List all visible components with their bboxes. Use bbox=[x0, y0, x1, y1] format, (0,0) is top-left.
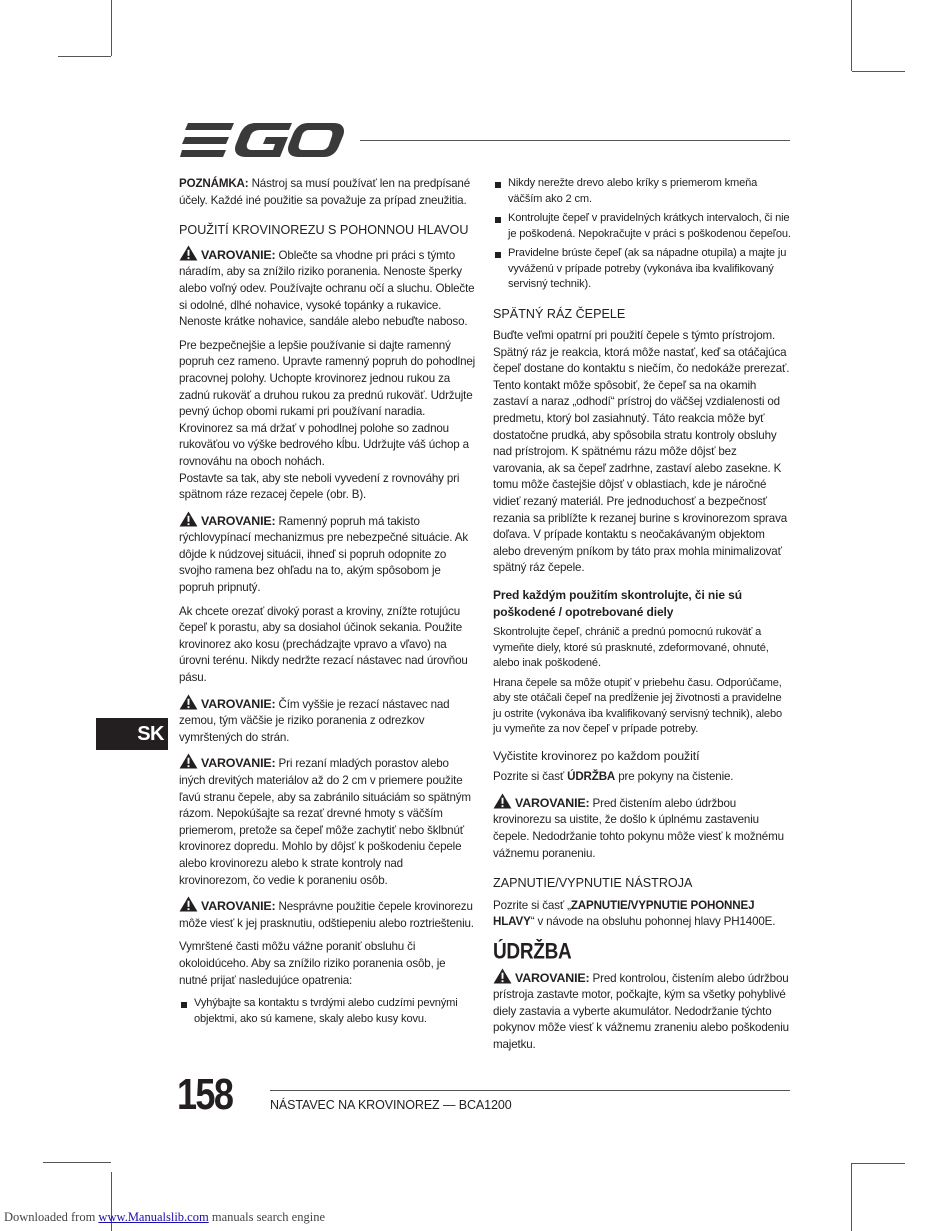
warning-icon bbox=[179, 694, 198, 710]
bullet-square-icon bbox=[181, 1002, 187, 1008]
crop-mark bbox=[111, 0, 112, 56]
subheading-clean: Vyčistite krovinorez po každom použití bbox=[493, 748, 700, 763]
bullet-list bbox=[179, 996, 476, 1027]
body-paragraph: Ak chcete orezať divoký porast a kroviny, znížte rotujúcu čepeľ k porastu, aby sa dosiahol účinok sekania. Použite krovinorez ako kosu (prechádzajte vpravo a vľavo) na úrovni terénu. Nikdy nedržte rezací nástavec nad úrovňou pásu. bbox=[179, 604, 468, 685]
warning-icon bbox=[493, 968, 512, 984]
list-item: Vyhýbajte sa kontaktu s tvrdými alebo cudzími pevnými objektmi, ako sú kamene, skaly alebo kusy kovu. bbox=[179, 996, 476, 1027]
ego-logo bbox=[180, 121, 344, 159]
language-tab-label: SK bbox=[137, 723, 164, 745]
body-paragraph: Pozrite si časť „ZAPNUTIE/VYPNUTIE POHONNEJ HLAVY“ v návode na obsluhu pohonnej hlavy PH1400E. bbox=[493, 898, 776, 929]
body-paragraph: Hrana čepele sa môže otupiť v priebehu času. Odporúčame, aby ste otáčali čepeľ na predĺženie jej životnosti a pravidelne ju ostrite (vykonáva iba kvalifikovaný servisný technik), alebo ju vymeňte za nov čepeľ v prípade potreby. bbox=[493, 676, 782, 736]
body-paragraph: Pre bezpečnejšie a lepšie používanie si dajte ramenný popruh cez rameno. Upravte ramenný popruh do pohodlnej pracovnej polohy. Uchopte krovinorez jednou rukou za zadnú rukoväť a druhou rukou za prednú rukoväť. Udržujte pevný úchop obomi rukami pri používaní naradia. Krovinorez sa má držať v pohodlnej polohe so zadnou rukoväťou vo výške bedrového kĺbu. Udržujte váš úchop a rovnováhu na oboch nohách. bbox=[179, 338, 476, 468]
subheading-check: Pred každým použitím skontrolujte, či nie sú poškodené / opotrebované diely bbox=[493, 588, 742, 619]
crop-mark bbox=[43, 1162, 111, 1163]
footer-rule bbox=[270, 1090, 790, 1091]
note-paragraph: POZNÁMKA: Nástroj sa musí používať len na predpísané účely. Každé iné použitie sa považuje za prípad zneužitia. bbox=[179, 177, 471, 207]
warning-paragraph: VAROVANIE: Pred čistením alebo údržbou krovinorezu sa uistite, že došlo k úplnému zastaveniu čepele. Nedodržanie tohto pokynu môže viesť k možnému vážnemu poraneniu. bbox=[493, 793, 791, 862]
bullet-list bbox=[493, 176, 791, 293]
body-paragraph: Buďte veľmi opatrní pri použití čepele s týmto prístrojom. Spätný ráz je reakcia, ktorá môže nastať, keď sa otáčajúca čepeľ dostane do kontaktu s niečím, čo nedokáže prerezať. Tento kontakt môže spôsobiť, že čepeľ sa na okamih zastaví a naraz „odhodí“ prístroj do väčšej vzdialenosti od predmetu, ktorý bol zasiahnutý. Táto reakcia môže byť dostatočne prudká, aby spôsobila stratu kontroly obsluhy nad prístrojom. K spätnému rázu môže dôjsť bez varovania, ak sa čepeľ zadrhne, zastaví alebo zasekne. K tomu môže častejšie dôjsť v oblastiach, kde je náročné vidieť rezaný materiál. Pre jednoduchosť a bezpečnosť rezania sa priblížte k rezanej burine s krovinorezom sprava doľava. V prípade kontaktu s neočakávaným objektom alebo dreveným pníkom by táto prax mohla minimalizovať spätný ráz čepele. bbox=[493, 329, 790, 575]
bullet-square-icon bbox=[495, 217, 501, 223]
warning-paragraph: VAROVANIE: Pred kontrolou, čistením alebo údržbou prístroja zastavte motor, počkajte, kým sa všetky pohyblivé diely zastavia a vyberte akumulátor. Nedodržanie týchto pokynov môže viesť k vážnemu zraneniu alebo poškodeniu majetku. bbox=[493, 968, 791, 1054]
warning-icon bbox=[179, 245, 198, 261]
section-heading-use: POUŽITÍ KROVINOREZU S POHONNOU HLAVOU bbox=[179, 223, 469, 238]
list-item: Nikdy nerežte drevo alebo kríky s priemerom kmeňa väčším ako 2 cm. bbox=[493, 176, 791, 207]
body-paragraph: Vymrštené časti môžu vážne poraniť obsluhu či okoloidúceho. Aby sa znížilo riziko poranenia osôb, je nutné prijať nasledujúce opatrenia: bbox=[179, 940, 446, 987]
left-column bbox=[179, 176, 476, 1033]
warning-icon bbox=[179, 753, 198, 769]
warning-paragraph: VAROVANIE: Čím vyššie je rezací nástavec nad zemou, tým väčšie je riziko poranenia z odrezkov vymrštených do strán. bbox=[179, 694, 476, 747]
bullet-square-icon bbox=[495, 252, 501, 258]
language-tab bbox=[96, 718, 168, 750]
section-heading-switch: ZAPNUTIE/VYPNUTIE NÁSTROJA bbox=[493, 876, 693, 891]
warning-icon bbox=[493, 793, 512, 809]
download-note: Downloaded from www.Manualslib.com manuals search engine bbox=[4, 1210, 325, 1224]
crop-mark bbox=[852, 1163, 905, 1164]
crop-mark bbox=[851, 1163, 852, 1231]
body-paragraph: Postavte sa tak, aby ste neboli vyvedení z rovnováhy pri spätnom ráze rezacej čepele (obr. B). bbox=[179, 471, 460, 502]
bullet-square-icon bbox=[495, 182, 501, 188]
warning-icon bbox=[179, 511, 198, 527]
warning-paragraph: VAROVANIE: Ramenný popruh má takisto rýchlovypínací mechanizmus pre nebezpečné situácie. Ak dôjde k núdzovej situácii, ihneď si popruh odopnite zo svojho ramena bez ohľadu na to, akým spôsobom je popruh pripnutý. bbox=[179, 511, 476, 597]
body-paragraph: Pozrite si časť ÚDRŽBA pre pokyny na čistenie. bbox=[493, 770, 734, 784]
page-number: 158 bbox=[177, 1070, 233, 1119]
crop-mark bbox=[852, 71, 905, 72]
manualslib-link[interactable]: www.Manualslib.com bbox=[98, 1210, 209, 1224]
header-rule bbox=[360, 140, 790, 141]
crop-mark bbox=[851, 0, 852, 71]
section-heading-maintenance: ÚDRŽBA bbox=[493, 940, 572, 965]
list-item: Pravidelne brúste čepeľ (ak sa nápadne otupila) a majte ju vyváženú v prípade potreby (vykonáva iba kvalifikovaný servisný technik). bbox=[493, 246, 791, 293]
right-column bbox=[493, 176, 791, 1061]
warning-paragraph: VAROVANIE: Pri rezaní mladých porastov alebo iných drevitých materiálov až do 2 cm v priemere použite ľavú stranu čepele, aby sa zabránilo situáciám so spätným rázom. Nepokúšajte sa rezať drevné hmoty s väčším priemerom, pretože sa čepeľ môže zachytiť nebo šklbnúť krovinorez dopredu. Mohlo by dôjsť k poškodeniu čepele alebo krovinorezu alebo k strate kontroly nad krovinorezom, čo vedie k poraneniu osôb. bbox=[179, 753, 476, 889]
warning-paragraph: VAROVANIE: Oblečte sa vhodne pri práci s týmto náradím, aby sa znížilo riziko poranenia. Nenoste šperky alebo voľný odev. Používajte ochranu očí a sluchu. Oblečte si odolné, dlhé nohavice, vysoké topánky a rukavice. Nenoste krátke nohavice, sandále alebo nebuďte naboso. bbox=[179, 245, 476, 331]
crop-mark bbox=[58, 56, 111, 57]
footer-title: NÁSTAVEC NA KROVINOREZ — BCA1200 bbox=[270, 1098, 512, 1112]
body-paragraph: Skontrolujte čepeľ, chránič a prednú pomocnú rukoväť a vymeňte diely, ktoré sú prasknuté, zdeformované, ohnuté, alebo inak poškodené. bbox=[493, 626, 769, 670]
warning-paragraph: VAROVANIE: Nesprávne použitie čepele krovinorezu môže viesť k jej prasknutiu, odštiepeniu alebo roztriešteniu. bbox=[179, 896, 476, 932]
section-heading-kickback: SPÄTNÝ RÁZ ČEPELE bbox=[493, 306, 626, 321]
warning-icon bbox=[179, 896, 198, 912]
list-item: Kontrolujte čepeľ v pravidelných krátkych intervaloch, či nie je poškodená. Nepokračujte v práci s poškodenou čepeľou. bbox=[493, 211, 791, 242]
